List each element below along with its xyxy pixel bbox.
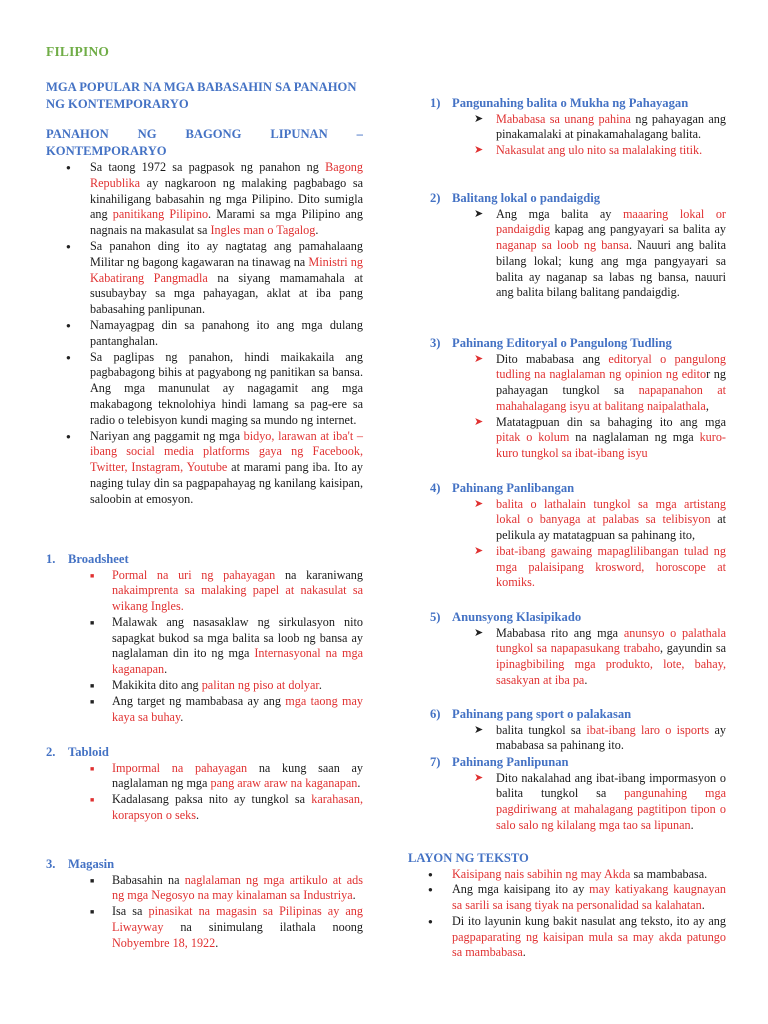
list-item: ● Ang mga kaisipang ito ay may katiyakang kaugnayan sa sarili sa isang tiyak na personalidad sa kalahatan. — [408, 882, 726, 914]
list-item: ■ Babasahin na naglalaman ng mga artikulo at ads ng mga Negosyo na may kinalaman sa Industriya. — [46, 873, 363, 905]
section-heading: 3) Pahinang Editoryal o Pangulong Tudling — [430, 336, 672, 350]
list-item: ➤ Mababasa rito ang mga anunsyo o palathala tungkol sa napapasukang trabaho, gayundin sa ipinagbibiling mga produkto, lote, bahay, sasakyan at iba pa. — [408, 626, 726, 689]
section-heading: 5) Anunsyong Klasipikado — [430, 610, 582, 624]
list-item: ➤ Dito mababasa ang editoryal o pangulong tudling na naglalaman ng opinion ng editor ng pahayagan tungkol sa napapanahon at mahahalagang isyu at balitang naipalathala, — [408, 352, 726, 415]
list-item: ■ Kadalasang paksa nito ay tungkol sa karahasan, korapsyon o seks. — [46, 792, 363, 824]
section-2 — [430, 190, 726, 301]
document-title: MGA POPULAR NA MGA BABASAHIN SA PANAHON NG KONTEMPORARYO — [46, 80, 357, 111]
section-heading: 4) Pahinang Panlibangan — [430, 481, 575, 495]
section-heading: 3. Magasin — [46, 857, 115, 871]
list-item: ■ Impormal na pahayagan na kung saan ay naglalaman ng mga pang araw araw na kaganapan. — [46, 761, 363, 793]
list-item: ● Sa taong 1972 sa pagpasok ng panahon ng Bagong Republika ay nagkaroon ng malaking pagbabago sa kinahiligang babasahin ng mga Pilipino. Dito sumigla ang panitikang Pilipino. Marami sa mga Pilipino ang nagnais na makasulat sa Ingles man o Tagalog. — [46, 160, 363, 239]
list-item: ➤ Nakasulat ang ulo nito sa malalaking titik. — [408, 143, 726, 159]
section-heading: 1) Pangunahing balita o Mukha ng Pahayagan — [430, 96, 689, 110]
list-item: ● Sa panahon ding ito ay nagtatag ang pamahalaang Militar ng bagong kagawaran na tinawag na Ministri ng Kabatirang Pangmadla na siyang mamamahala at susubaybay sa mga pahayagan, aklat at iba pang babasahing panlipunan. — [46, 239, 363, 318]
section-3 — [430, 335, 726, 462]
section-1 — [430, 95, 726, 159]
list-item: ➤ Ang mga balita ay maaaring lokal or pandaigdig kapag ang pangyayari sa balita ay naganap sa loob ng bansa. Nauuri ang balita bilang lokal; kung ang mga pangyayari sa balita ay naganap sa labas ng bansa, nauuri ang balita bilang balitang pandaigdig. — [408, 207, 726, 302]
list-item: ● Namayagpag din sa panahong ito ang mga dulang pantanghalan. — [46, 318, 363, 350]
section-6 — [430, 706, 726, 754]
list-item: ➤ ibat-ibang gawaing mapaglilibangan tulad ng mga palaisipang krosword, horoscope at komiks. — [408, 544, 726, 591]
list-item: ■ Isa sa pinasikat na magasin sa Pilipinas ay ang Liwayway na sinimulang ilathala noong Nobyembre 18, 1922. — [46, 904, 363, 951]
list-item: ● Nariyan ang paggamit ng mga bidyo, larawan at iba't – ibang social media platforms gaya ng Facebook, Twitter, Instagram, Youtube at marami pang iba. Ito ay naging tulay din sa pagpapahayag ng kanilang kaisipan, saloobin at emosyon. — [46, 429, 363, 508]
list-item: ● Sa paglipas ng panahon, hindi maikakaila ang pagbabagong bihis at pagyabong ng panitikan sa bansa. Ang mga manunulat ay nagagamit ang mga makabagong teknolohiya hindi lamang sa pag-ere sa radio o telebisyon kundi maging sa mundo ng internet. — [46, 350, 363, 429]
tabloid-section — [46, 744, 363, 824]
list-item: ➤ Mababasa sa unang pahina ng pahayagan ang pinakamalaki at pinakamahalagang balita. — [408, 112, 726, 144]
layon-section — [408, 850, 726, 961]
list-item: ● Di ito layunin kung bakit nasulat ang teksto, ito ay ang pagpaparating ng kaisipan mula sa may akda patungo sa mambabasa. — [408, 914, 726, 961]
list-item: ➤ Dito nakalahad ang ibat-ibang impormasyon o balita tungkol sa pangunahing mga pagdiriwang at mahalagang pagtitipon tipon o salo salo ng kilalang mga tao sa lipunan. — [408, 771, 726, 834]
section-heading: 2. Tabloid — [46, 745, 109, 759]
list-item: ■ Pormal na uri ng pahayagan na karaniwang nakaimprenta sa malaking papel at nakasulat sa wikang Ingles. — [46, 568, 363, 615]
section-heading: 1. Broadsheet — [46, 552, 129, 566]
section-heading: LAYON NG TEKSTO — [408, 851, 529, 865]
section-4 — [430, 480, 726, 591]
intro-bullets — [46, 160, 363, 508]
section-heading: 7) Pahinang Panlipunan — [430, 755, 569, 769]
list-item: ➤ balita tungkol sa ibat-ibang laro o isports ay mababasa sa pahinang ito. — [408, 723, 726, 755]
period-heading: PANAHON NG BAGONG LIPUNAN – KONTEMPORARYO — [46, 127, 363, 158]
subject-title: FILIPINO — [46, 44, 110, 59]
list-item: ● Kaisipang nais sabihin ng may Akda sa mambabasa. — [408, 867, 726, 883]
list-item: ➤ Matatagpuan din sa bahaging ito ang mga pitak o kolum na naglalaman ng mga kuro-kuro tungkol sa ibat-ibang isyu — [408, 415, 726, 462]
section-5 — [430, 609, 726, 689]
list-item: ➤ balita o lathalain tungkol sa mga artistang lokal o banyaga at palabas sa telibisyon at pelikula ay matatagpuan sa pahinang ito, — [408, 497, 726, 544]
list-item: ■ Ang target ng mambabasa ay ang mga taong may kaya sa buhay. — [46, 694, 363, 726]
magasin-section — [46, 856, 363, 951]
broadsheet-section — [46, 551, 363, 725]
list-item: ■ Makikita dito ang palitan ng piso at dolyar. — [46, 678, 363, 694]
section-7 — [430, 754, 726, 834]
section-heading: 2) Balitang lokal o pandaigdig — [430, 191, 601, 205]
list-item: ■ Malawak ang nasasaklaw ng sirkulasyon nito sapagkat bukod sa mga balita sa loob ng bansa ay naglalaman din ito ng mga Internasyonal na mga kaganapan. — [46, 615, 363, 678]
section-heading: 6) Pahinang pang sport o palakasan — [430, 707, 632, 721]
